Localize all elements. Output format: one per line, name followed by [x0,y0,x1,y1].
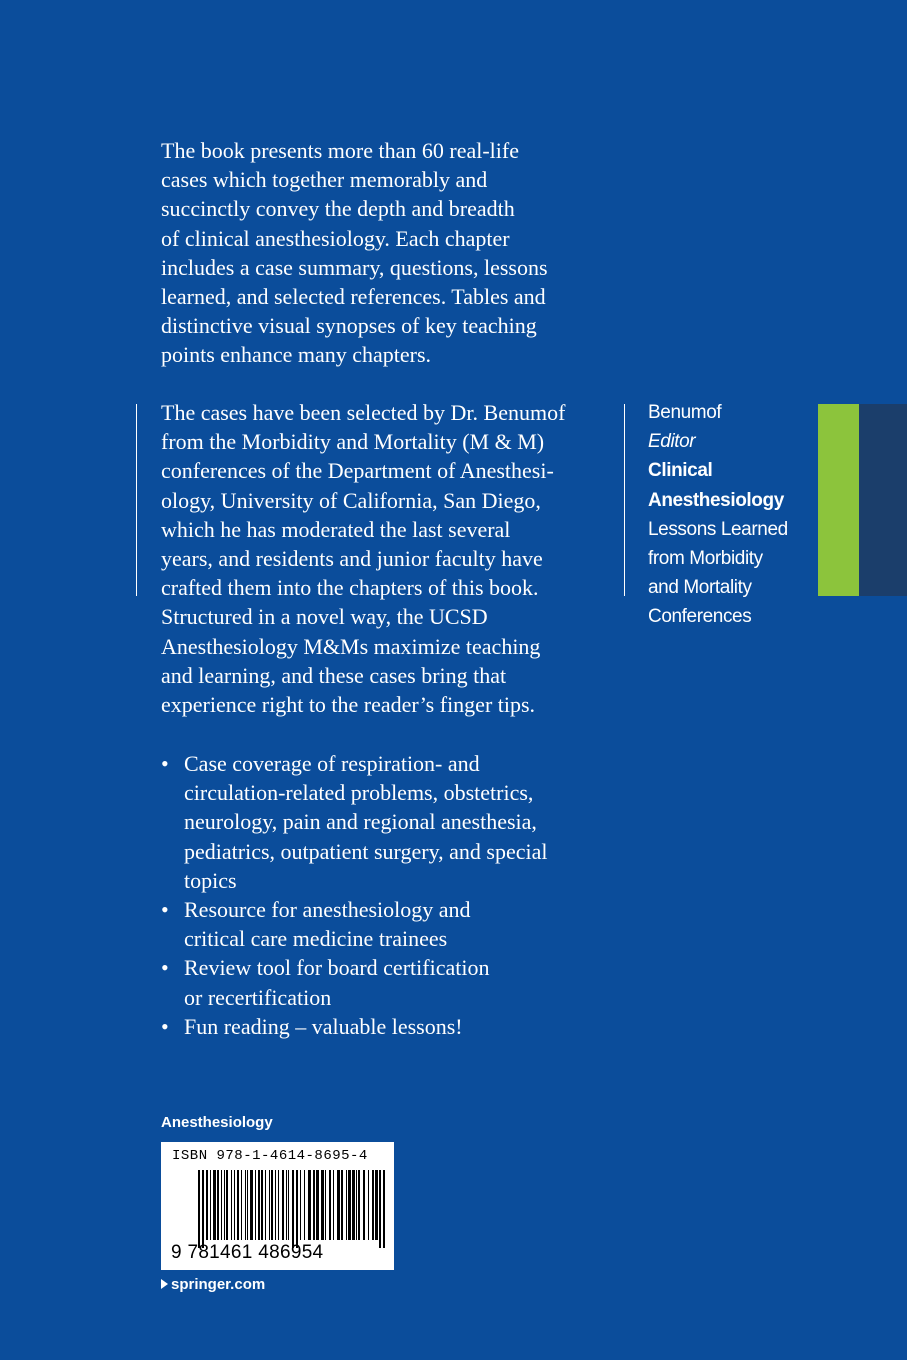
bullet-item [161,749,631,895]
paragraph-line: includes a case summary, questions, lessons [161,254,548,280]
author-role: Editor [648,431,696,453]
bullet-line: Case coverage of respiration- and [184,751,480,776]
bullet-line: Resource for anesthesiology and [184,897,471,923]
ean-digits: 9 781461 486954 [171,1242,324,1263]
barcode-guard-bar [292,1170,294,1248]
barcode-bar [241,1170,242,1240]
barcode-guard-bar [202,1170,204,1248]
navy-accent-band [859,404,907,596]
bullet-line: or recertification [184,984,332,1010]
bullet-item [161,895,631,953]
paragraph-line: Structured in a novel way, the UCSD [161,604,488,630]
barcode-bar [316,1170,319,1240]
bullet-marker: • [161,751,169,776]
author-name: Benumof [648,402,722,423]
barcode-bar [333,1170,334,1240]
barcode-bar [313,1170,315,1240]
paragraph-line: learned, and selected references. Tables and [161,284,546,310]
barcode-bar [363,1170,365,1240]
barcode-guard-bar [296,1170,298,1248]
bullet-line: Review tool for board certification [184,955,490,981]
paragraph-line: and learning, and these cases bring that [161,662,507,688]
barcode-bar [255,1170,256,1240]
barcode-bar [206,1170,208,1240]
barcode-guard-bar [383,1170,385,1248]
barcode-bar [348,1170,351,1240]
isbn-barcode [161,1142,394,1270]
barcode-bar [217,1170,219,1240]
paragraph-line: succinctly convey the depth and breadth [161,196,515,222]
paragraph-line: crafted them into the chapters of this book. [161,575,539,601]
paragraph-line: experience right to the reader’s finger tips. [161,692,536,718]
barcode-bar [231,1170,232,1240]
barcode-bar [261,1170,263,1240]
paragraph-line: cases which together memorably and [161,167,488,193]
publisher-link[interactable] [161,1276,265,1293]
left-vertical-rule [136,404,137,596]
barcode-bar [221,1170,222,1240]
barcode-bar [282,1170,284,1240]
barcode-bar [278,1170,279,1240]
barcode-bar [288,1170,289,1240]
barcode-bar [258,1170,260,1240]
barcode-guard-bar [198,1170,200,1248]
barcode-bar [234,1170,235,1240]
book-title-line-2: Anesthesiology [648,489,784,511]
bullet-marker: • [161,897,169,923]
barcode-bar [356,1170,357,1240]
barcode-bar [265,1170,266,1240]
barcode-bar [237,1170,239,1240]
subtitle-line: from Morbidity [648,548,763,570]
subject-category: Anesthesiology [161,1114,273,1131]
barcode-bar [352,1170,355,1240]
feature-bullet-list [161,749,631,1041]
subtitle-line: Conferences [648,606,752,628]
barcode-bar [271,1170,273,1240]
right-vertical-rule [624,404,625,596]
paragraph-line: which he has moderated the last several [161,516,511,542]
barcode-bar [325,1170,326,1240]
subtitle-line: Lessons Learned [648,518,788,540]
barcode-bar [329,1170,331,1240]
barcode-guard-bar [379,1170,381,1248]
subtitle-line: and Mortality [648,577,752,599]
barcode-bar [358,1170,360,1240]
arrow-right-icon [161,1279,168,1289]
paragraph-line: The book presents more than 60 real-life [161,138,519,163]
barcode-bar [286,1170,287,1240]
barcode-bar [245,1170,246,1240]
book-title-block [648,398,788,632]
barcode-bar [250,1170,253,1240]
bullet-marker: • [161,955,169,981]
barcode-bar [224,1170,225,1240]
barcode-bar [341,1170,343,1240]
barcode-bar [213,1170,216,1240]
paragraph-line: points enhance many chapters. [161,342,432,368]
bullet-item [161,1012,631,1041]
paragraph-line: years, and residents and junior faculty have [161,546,543,572]
paragraph-line: from the Morbidity and Mortality (M & M) [161,429,545,455]
bullet-item [161,953,631,1011]
barcode-bar [308,1170,311,1240]
paragraph-line: distinctive visual synopses of key teaching [161,313,537,339]
isbn-label: ISBN 978-1-4614-8695-4 [172,1148,368,1164]
bullet-line: neurology, pain and regional anesthesia, [184,809,537,835]
bullet-marker: • [161,1013,169,1039]
barcode-bar [372,1170,374,1240]
description-paragraph-2 [161,398,621,719]
barcode-bar [247,1170,248,1240]
barcode-bar [337,1170,340,1240]
bullet-line: pediatrics, outpatient surgery, and special [184,838,548,864]
paragraph-line: The cases have been selected by Dr. Benumof [161,400,566,425]
description-paragraph-1 [161,136,621,370]
barcode-bar [300,1170,301,1240]
paragraph-line: of clinical anesthesiology. Each chapter [161,225,510,251]
bullet-line: circulation-related problems, obstetrics, [184,780,534,806]
barcode-bar [368,1170,369,1240]
barcode-bar [321,1170,324,1240]
bullet-line: topics [184,867,237,893]
bullet-line: critical care medicine trainees [184,926,448,952]
barcode-bar [304,1170,305,1240]
barcode-bar [269,1170,270,1240]
barcode-bar [226,1170,228,1240]
paragraph-line: Anesthesiology M&Ms maximize teaching [161,633,541,659]
green-accent-band [818,404,859,596]
paragraph-line: ology, University of California, San Diego, [161,487,541,513]
paragraph-line: conferences of the Department of Anesthesi- [161,458,554,484]
barcode-bar [346,1170,347,1240]
barcode-bar [275,1170,276,1240]
barcode-bar [210,1170,211,1240]
bullet-line: Fun reading – valuable lessons! [184,1013,463,1039]
barcode-bar [375,1170,378,1240]
book-title-line-1: Clinical [648,460,713,482]
publisher-link-text: springer.com [171,1276,266,1293]
